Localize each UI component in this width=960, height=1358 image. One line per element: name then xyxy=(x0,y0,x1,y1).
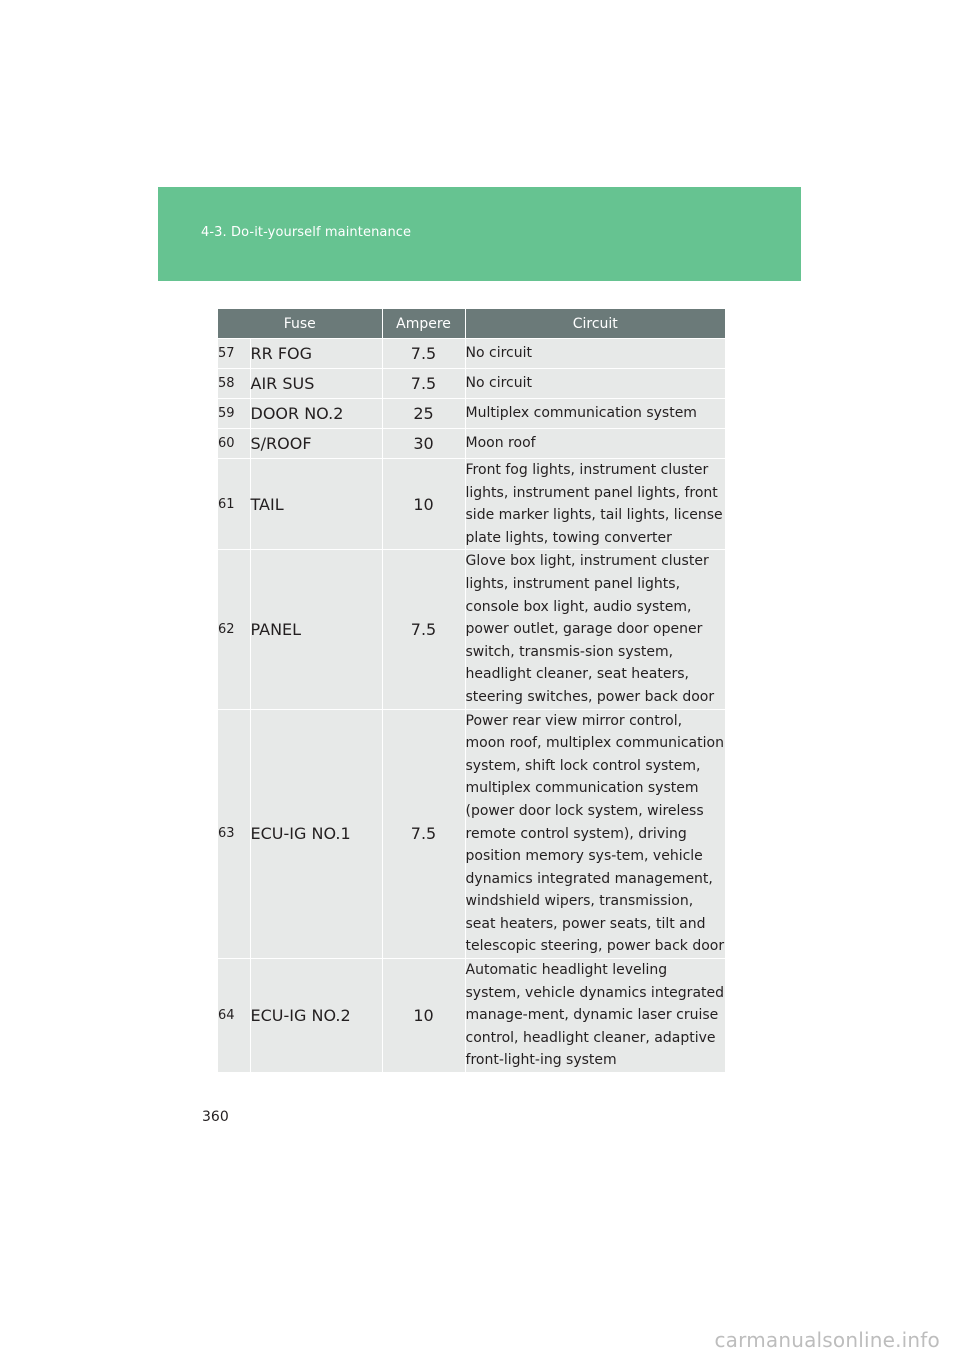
table-row xyxy=(218,369,725,399)
fuse-ampere: 7.5 xyxy=(382,339,465,369)
fuse-ampere: 7.5 xyxy=(382,709,465,959)
fuse-ampere: 7.5 xyxy=(382,369,465,399)
fuse-ampere: 10 xyxy=(382,959,465,1072)
fuse-table xyxy=(218,309,725,1072)
column-header-ampere: Ampere xyxy=(382,309,465,339)
table-row xyxy=(218,399,725,429)
fuse-number: 62 xyxy=(218,550,250,709)
table-row xyxy=(218,550,725,709)
fuse-circuit: No circuit xyxy=(465,339,725,369)
fuse-number: 64 xyxy=(218,959,250,1072)
table-row xyxy=(218,959,725,1072)
fuse-name: ECU-IG NO.2 xyxy=(250,959,382,1072)
fuse-ampere: 25 xyxy=(382,399,465,429)
fuse-circuit: Front fog lights, instrument cluster lights, instrument panel lights, front side marker lights, tail lights, license plate lights, towing converter xyxy=(465,459,725,550)
column-header-fuse: Fuse xyxy=(218,309,382,339)
fuse-number: 63 xyxy=(218,709,250,959)
fuse-number: 60 xyxy=(218,429,250,459)
fuse-circuit: Moon roof xyxy=(465,429,725,459)
fuse-ampere: 30 xyxy=(382,429,465,459)
table-row xyxy=(218,709,725,959)
fuse-circuit: No circuit xyxy=(465,369,725,399)
header-bar xyxy=(158,187,801,281)
fuse-name: S/ROOF xyxy=(250,429,382,459)
fuse-name: RR FOG xyxy=(250,339,382,369)
section-title: 4-3. Do-it-yourself maintenance xyxy=(201,225,412,240)
table-row xyxy=(218,459,725,550)
table-row xyxy=(218,339,725,369)
fuse-circuit: Multiplex communication system xyxy=(465,399,725,429)
fuse-number: 58 xyxy=(218,369,250,399)
fuse-name: AIR SUS xyxy=(250,369,382,399)
fuse-circuit: Automatic headlight leveling system, vehicle dynamics integrated manage-ment, dynamic laser cruise control, headlight cleaner, adaptive front-light-ing system xyxy=(465,959,725,1072)
fuse-number: 61 xyxy=(218,459,250,550)
fuse-ampere: 10 xyxy=(382,459,465,550)
fuse-name: PANEL xyxy=(250,550,382,709)
column-header-circuit: Circuit xyxy=(465,309,725,339)
fuse-circuit: Glove box light, instrument cluster lights, instrument panel lights, console box light, audio system, power outlet, garage door opener switch, transmis-sion system, headlight cleaner, seat heaters, steering switches, power back door xyxy=(465,550,725,709)
fuse-name: TAIL xyxy=(250,459,382,550)
page-number: 360 xyxy=(202,1109,229,1125)
fuse-name: DOOR NO.2 xyxy=(250,399,382,429)
watermark: carmanualsonline.info xyxy=(714,1328,940,1352)
fuse-number: 57 xyxy=(218,339,250,369)
fuse-name: ECU-IG NO.1 xyxy=(250,709,382,959)
table-row xyxy=(218,429,725,459)
fuse-ampere: 7.5 xyxy=(382,550,465,709)
fuse-number: 59 xyxy=(218,399,250,429)
table-header-row xyxy=(218,309,725,339)
fuse-circuit: Power rear view mirror control, moon roof, multiplex communication system, shift lock control system, multiplex communication system (power door lock system, wireless remote control system), driving position memory sys-tem, vehicle dynamics integrated management, windshield wipers, transmission, seat heaters, power seats, tilt and telescopic steering, power back door xyxy=(465,709,725,959)
